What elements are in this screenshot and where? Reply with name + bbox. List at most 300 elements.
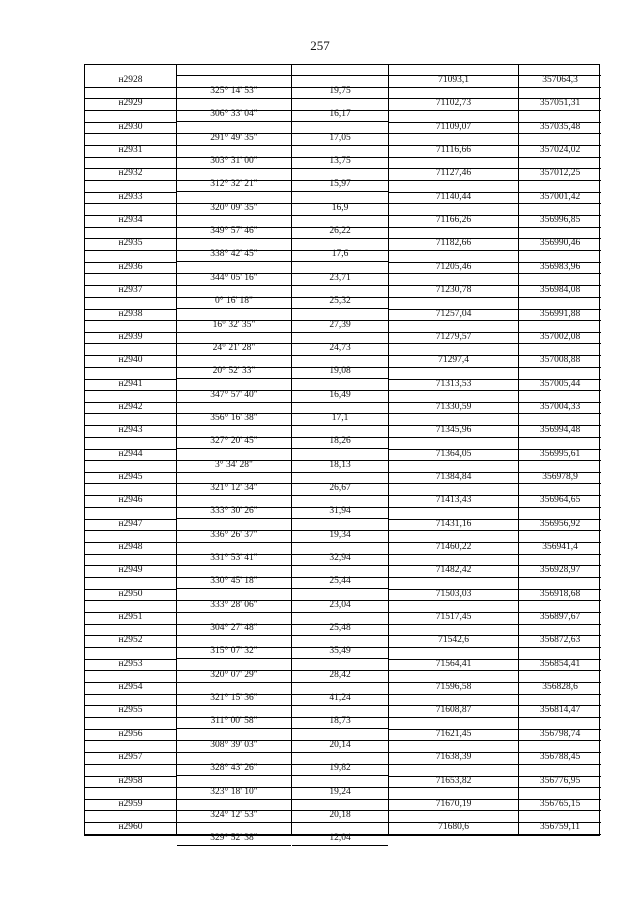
row-divider bbox=[85, 390, 176, 391]
row-divider bbox=[85, 343, 176, 344]
row-divider bbox=[85, 612, 176, 613]
row-divider bbox=[389, 752, 518, 753]
row-divider bbox=[177, 635, 291, 636]
row-divider bbox=[85, 682, 176, 683]
point-name: н2957 bbox=[118, 752, 143, 763]
row-divider bbox=[292, 133, 388, 134]
point-y: 356918,68 bbox=[539, 588, 581, 599]
segment-angle: 311° 00' 58" bbox=[210, 716, 258, 727]
point-name: н2941 bbox=[118, 378, 143, 389]
row-divider bbox=[389, 799, 518, 800]
row-divider bbox=[292, 378, 388, 379]
row-divider bbox=[85, 472, 176, 473]
row-divider bbox=[389, 203, 518, 204]
point-x: 71670,19 bbox=[435, 798, 472, 809]
row-divider bbox=[85, 554, 176, 555]
segment-angle: 331° 53' 41" bbox=[210, 553, 258, 563]
row-divider bbox=[85, 740, 176, 741]
row-divider bbox=[292, 658, 388, 659]
point-x: 71205,46 bbox=[435, 261, 472, 272]
row-divider bbox=[519, 157, 601, 158]
row-divider bbox=[177, 530, 291, 531]
row-divider bbox=[85, 787, 176, 788]
row-divider bbox=[292, 402, 388, 403]
row-divider bbox=[292, 810, 388, 811]
row-divider bbox=[519, 799, 601, 800]
row-divider bbox=[389, 764, 518, 765]
point-name: н2943 bbox=[118, 425, 143, 436]
point-x: 71093,1 bbox=[438, 75, 469, 85]
row-divider bbox=[389, 215, 518, 216]
row-divider bbox=[519, 87, 601, 88]
point-name: н2929 bbox=[118, 98, 143, 109]
row-divider bbox=[519, 810, 601, 811]
row-divider bbox=[292, 588, 388, 589]
point-x: 71608,87 bbox=[435, 705, 472, 716]
point-x: 71297,4 bbox=[438, 355, 469, 366]
row-divider bbox=[519, 624, 601, 625]
row-divider bbox=[85, 530, 176, 531]
row-divider bbox=[292, 542, 388, 543]
row-divider bbox=[85, 297, 176, 298]
row-divider bbox=[519, 834, 601, 835]
row-divider bbox=[85, 624, 176, 625]
row-divider bbox=[519, 437, 601, 438]
row-divider bbox=[85, 285, 176, 286]
point-y: 356759,11 bbox=[539, 822, 581, 833]
segment-angle: 0° 16' 18" bbox=[215, 296, 253, 307]
point-y: 356788,45 bbox=[539, 752, 581, 763]
row-divider bbox=[292, 390, 388, 391]
row-divider bbox=[292, 624, 388, 625]
point-name: н2956 bbox=[118, 728, 143, 739]
row-divider bbox=[85, 659, 176, 660]
row-divider bbox=[85, 145, 176, 146]
row-divider bbox=[177, 483, 291, 484]
row-divider bbox=[85, 180, 176, 181]
segment-distance: 25,48 bbox=[329, 623, 351, 634]
row-divider bbox=[292, 191, 388, 192]
row-divider bbox=[389, 110, 518, 111]
row-divider bbox=[519, 705, 601, 706]
point-y: 356776,95 bbox=[539, 775, 581, 786]
segment-angle: 304° 27' 48" bbox=[210, 623, 258, 634]
page-number: 257 bbox=[310, 38, 330, 53]
point-x: 71364,05 bbox=[435, 448, 472, 459]
row-divider bbox=[85, 600, 176, 601]
row-divider bbox=[389, 227, 518, 228]
row-divider bbox=[389, 776, 518, 777]
distance-column bbox=[292, 65, 389, 844]
row-divider bbox=[85, 98, 176, 99]
point-x: 71116,66 bbox=[436, 145, 471, 156]
point-y: 356991,88 bbox=[539, 308, 581, 319]
segment-angle: 308° 39' 03" bbox=[210, 739, 258, 750]
row-divider bbox=[85, 379, 176, 380]
row-divider bbox=[389, 682, 518, 683]
point-y: 356798,74 bbox=[539, 728, 581, 739]
row-divider bbox=[519, 168, 601, 169]
row-divider bbox=[177, 565, 291, 566]
row-divider bbox=[292, 554, 388, 555]
row-divider bbox=[292, 110, 388, 111]
row-divider bbox=[292, 799, 388, 800]
row-divider bbox=[519, 519, 601, 520]
row-divider bbox=[292, 285, 388, 286]
row-divider bbox=[389, 740, 518, 741]
row-divider bbox=[389, 437, 518, 438]
row-divider bbox=[292, 121, 388, 122]
row-divider bbox=[292, 565, 388, 566]
row-divider bbox=[292, 728, 388, 729]
row-divider bbox=[177, 273, 291, 274]
row-divider bbox=[177, 764, 291, 765]
row-divider bbox=[177, 787, 291, 788]
segment-distance: 13,75 bbox=[329, 156, 351, 167]
row-divider bbox=[389, 449, 518, 450]
row-divider bbox=[389, 495, 518, 496]
row-divider bbox=[177, 355, 291, 356]
row-divider bbox=[292, 682, 388, 683]
row-divider bbox=[389, 309, 518, 310]
point-name: н2951 bbox=[118, 612, 143, 623]
row-divider bbox=[177, 87, 291, 88]
point-y: 357064,3 bbox=[542, 75, 578, 85]
row-divider bbox=[292, 308, 388, 309]
angle-column bbox=[177, 65, 292, 844]
point-name: н2954 bbox=[118, 682, 143, 693]
point-x: 71431,16 bbox=[435, 518, 472, 529]
row-divider bbox=[85, 133, 176, 134]
row-divider bbox=[85, 764, 176, 765]
row-divider bbox=[519, 472, 601, 473]
row-divider bbox=[177, 215, 291, 216]
row-divider bbox=[389, 262, 518, 263]
row-divider bbox=[389, 343, 518, 344]
point-x: 71460,22 bbox=[435, 542, 472, 552]
row-divider bbox=[292, 612, 388, 613]
segment-distance: 41,24 bbox=[329, 693, 351, 704]
point-y: 357051,31 bbox=[539, 98, 581, 109]
point-x: 71542,6 bbox=[438, 635, 469, 646]
row-divider bbox=[85, 309, 176, 310]
row-divider bbox=[519, 600, 601, 601]
point-x: 71482,42 bbox=[435, 565, 472, 576]
row-divider bbox=[389, 122, 518, 123]
point-y: 356941,4 bbox=[542, 542, 578, 552]
row-divider bbox=[292, 425, 388, 426]
segment-distance: 32,94 bbox=[329, 553, 351, 563]
row-divider bbox=[292, 495, 388, 496]
row-divider bbox=[85, 273, 176, 274]
point-y: 357004,33 bbox=[539, 401, 581, 412]
row-divider bbox=[85, 122, 176, 123]
row-divider bbox=[292, 740, 388, 741]
row-divider bbox=[519, 390, 601, 391]
point-y: 356995,61 bbox=[539, 448, 581, 459]
row-divider bbox=[85, 647, 176, 648]
row-divider bbox=[177, 600, 291, 601]
point-x: 71345,96 bbox=[435, 425, 472, 436]
point-y: 356828,6 bbox=[542, 682, 578, 693]
row-divider bbox=[177, 810, 291, 811]
row-divider bbox=[177, 507, 291, 508]
row-divider bbox=[519, 425, 601, 426]
row-divider bbox=[177, 297, 291, 298]
row-divider bbox=[519, 98, 601, 99]
point-y: 357005,44 bbox=[539, 378, 581, 389]
row-divider bbox=[519, 297, 601, 298]
row-divider bbox=[389, 355, 518, 356]
row-divider bbox=[519, 180, 601, 181]
row-divider bbox=[292, 577, 388, 578]
row-divider bbox=[292, 87, 388, 88]
segment-angle: 328° 43' 26" bbox=[210, 763, 258, 774]
row-divider bbox=[389, 624, 518, 625]
row-divider bbox=[292, 355, 388, 356]
segment-angle: 291° 49' 35" bbox=[210, 132, 258, 143]
row-divider bbox=[177, 367, 291, 368]
segment-distance: 19,08 bbox=[329, 366, 351, 377]
row-divider bbox=[177, 834, 291, 835]
row-divider bbox=[85, 460, 176, 461]
row-divider bbox=[177, 343, 291, 344]
row-divider bbox=[519, 402, 601, 403]
row-divider bbox=[85, 519, 176, 520]
row-divider bbox=[389, 273, 518, 274]
row-divider bbox=[292, 180, 388, 181]
row-divider bbox=[389, 705, 518, 706]
row-divider bbox=[177, 98, 291, 99]
segment-distance: 19,34 bbox=[329, 529, 351, 540]
row-divider bbox=[85, 168, 176, 169]
row-divider bbox=[85, 332, 176, 333]
point-name: н2939 bbox=[118, 331, 143, 342]
segment-distance: 23,71 bbox=[329, 272, 351, 283]
segment-distance: 18,73 bbox=[329, 716, 351, 727]
row-divider bbox=[389, 145, 518, 146]
segment-distance: 27,39 bbox=[329, 319, 351, 330]
row-divider bbox=[85, 192, 176, 193]
row-divider bbox=[292, 694, 388, 695]
segment-distance: 24,73 bbox=[329, 342, 351, 353]
point-x: 71140,44 bbox=[435, 191, 472, 202]
row-divider bbox=[177, 647, 291, 648]
row-divider bbox=[519, 776, 601, 777]
row-divider bbox=[389, 285, 518, 286]
point-x: 71102,73 bbox=[435, 98, 472, 109]
row-divider bbox=[292, 98, 388, 99]
row-divider bbox=[389, 87, 518, 88]
row-divider bbox=[519, 565, 601, 566]
row-divider bbox=[85, 238, 176, 239]
row-divider bbox=[85, 670, 176, 671]
point-name: н2938 bbox=[118, 308, 143, 319]
segment-angle: 303° 31' 00" bbox=[210, 156, 258, 167]
row-divider bbox=[519, 250, 601, 251]
segment-distance: 31,94 bbox=[329, 506, 351, 517]
segment-angle: 325° 14' 53" bbox=[210, 86, 258, 96]
row-divider bbox=[519, 764, 601, 765]
row-divider bbox=[85, 367, 176, 368]
point-name: н2928 bbox=[118, 75, 143, 85]
row-divider bbox=[177, 390, 291, 391]
segment-angle: 24° 21' 28" bbox=[212, 342, 256, 353]
point-name: н2952 bbox=[118, 635, 143, 646]
point-y: 356872,63 bbox=[539, 635, 581, 646]
row-divider bbox=[292, 273, 388, 274]
point-name: н2947 bbox=[118, 518, 143, 529]
row-divider bbox=[519, 635, 601, 636]
point-name: н2931 bbox=[118, 145, 143, 156]
row-divider bbox=[177, 261, 291, 262]
row-divider bbox=[177, 577, 291, 578]
row-divider bbox=[292, 705, 388, 706]
segment-distance: 16,49 bbox=[329, 389, 351, 400]
row-divider bbox=[519, 787, 601, 788]
row-divider bbox=[389, 238, 518, 239]
row-divider bbox=[519, 495, 601, 496]
y-coordinate-column bbox=[519, 65, 601, 835]
row-divider bbox=[292, 367, 388, 368]
point-name: н2959 bbox=[118, 798, 143, 809]
row-divider bbox=[85, 810, 176, 811]
segment-angle: 324° 12' 53" bbox=[210, 809, 258, 820]
row-divider bbox=[519, 647, 601, 648]
row-divider bbox=[389, 168, 518, 169]
row-divider bbox=[177, 75, 291, 76]
point-x: 71384,84 bbox=[435, 471, 472, 482]
row-divider bbox=[292, 227, 388, 228]
row-divider bbox=[389, 810, 518, 811]
point-name: н2949 bbox=[118, 565, 143, 576]
segment-angle: 312° 32' 21" bbox=[210, 179, 258, 190]
row-divider bbox=[519, 343, 601, 344]
row-divider bbox=[177, 542, 291, 543]
row-divider bbox=[519, 215, 601, 216]
row-divider bbox=[519, 449, 601, 450]
point-x: 71653,82 bbox=[435, 775, 472, 786]
segment-angle: 347° 57' 40" bbox=[210, 389, 258, 400]
row-divider bbox=[177, 554, 291, 555]
row-divider bbox=[519, 262, 601, 263]
row-divider bbox=[389, 635, 518, 636]
point-x: 71596,58 bbox=[435, 682, 472, 693]
row-divider bbox=[519, 729, 601, 730]
row-divider bbox=[177, 402, 291, 403]
point-name: н2946 bbox=[118, 495, 143, 506]
segment-distance: 19,24 bbox=[329, 786, 351, 797]
row-divider bbox=[389, 75, 518, 76]
row-divider bbox=[85, 215, 176, 216]
point-y: 356956,92 bbox=[539, 518, 581, 529]
segment-distance: 35,49 bbox=[329, 646, 351, 657]
row-divider bbox=[519, 822, 601, 823]
point-x: 71109,07 bbox=[435, 121, 472, 132]
row-divider bbox=[292, 647, 388, 648]
point-name: н2945 bbox=[118, 471, 143, 482]
row-divider bbox=[519, 659, 601, 660]
segment-angle: 327° 20' 45" bbox=[210, 436, 258, 447]
point-y: 356994,48 bbox=[539, 425, 581, 436]
row-divider bbox=[389, 589, 518, 590]
row-divider bbox=[85, 799, 176, 800]
point-x: 71313,53 bbox=[435, 378, 472, 389]
row-divider bbox=[389, 717, 518, 718]
segment-angle: 20° 52' 33" bbox=[212, 366, 256, 377]
row-divider bbox=[519, 752, 601, 753]
segment-distance: 19,75 bbox=[329, 86, 351, 96]
row-divider bbox=[519, 694, 601, 695]
row-divider bbox=[177, 413, 291, 414]
row-divider bbox=[177, 799, 291, 800]
row-divider bbox=[177, 250, 291, 251]
row-divider bbox=[519, 332, 601, 333]
row-divider bbox=[519, 413, 601, 414]
segment-angle: 16° 32' 35" bbox=[212, 319, 256, 330]
segment-angle: 333° 30' 26" bbox=[210, 506, 258, 517]
row-divider bbox=[177, 495, 291, 496]
segment-angle: 320° 09' 35" bbox=[210, 202, 258, 213]
row-divider bbox=[519, 717, 601, 718]
row-divider bbox=[85, 413, 176, 414]
segment-distance: 20,18 bbox=[329, 809, 351, 820]
segment-distance: 17,6 bbox=[331, 249, 349, 260]
point-x: 71182,66 bbox=[435, 238, 472, 249]
row-divider bbox=[389, 670, 518, 671]
point-y: 356984,08 bbox=[539, 285, 581, 296]
row-divider bbox=[389, 530, 518, 531]
row-divider bbox=[519, 145, 601, 146]
segment-distance: 25,32 bbox=[329, 296, 351, 307]
row-divider bbox=[85, 577, 176, 578]
row-divider bbox=[85, 776, 176, 777]
point-name: н2942 bbox=[118, 401, 143, 412]
row-divider bbox=[389, 413, 518, 414]
segment-angle: 338° 42' 45" bbox=[210, 249, 258, 260]
row-divider bbox=[177, 437, 291, 438]
point-x: 71230,78 bbox=[435, 285, 472, 296]
row-divider bbox=[292, 752, 388, 753]
row-divider bbox=[519, 530, 601, 531]
row-divider bbox=[389, 659, 518, 660]
row-divider bbox=[177, 378, 291, 379]
row-divider bbox=[519, 460, 601, 461]
row-divider bbox=[519, 542, 601, 543]
row-divider bbox=[177, 670, 291, 671]
row-divider bbox=[177, 682, 291, 683]
point-name-column bbox=[85, 65, 177, 835]
row-divider bbox=[85, 822, 176, 823]
row-divider bbox=[519, 577, 601, 578]
row-divider bbox=[389, 98, 518, 99]
point-name: н2932 bbox=[118, 168, 143, 179]
point-name: н2934 bbox=[118, 215, 143, 226]
row-divider bbox=[85, 250, 176, 251]
row-divider bbox=[519, 682, 601, 683]
row-divider bbox=[177, 145, 291, 146]
row-divider bbox=[177, 705, 291, 706]
row-divider bbox=[519, 589, 601, 590]
row-divider bbox=[177, 157, 291, 158]
row-divider bbox=[292, 460, 388, 461]
row-divider bbox=[519, 227, 601, 228]
row-divider bbox=[292, 787, 388, 788]
point-name: н2936 bbox=[118, 261, 143, 272]
row-divider bbox=[177, 612, 291, 613]
row-divider bbox=[292, 203, 388, 204]
row-divider bbox=[389, 402, 518, 403]
